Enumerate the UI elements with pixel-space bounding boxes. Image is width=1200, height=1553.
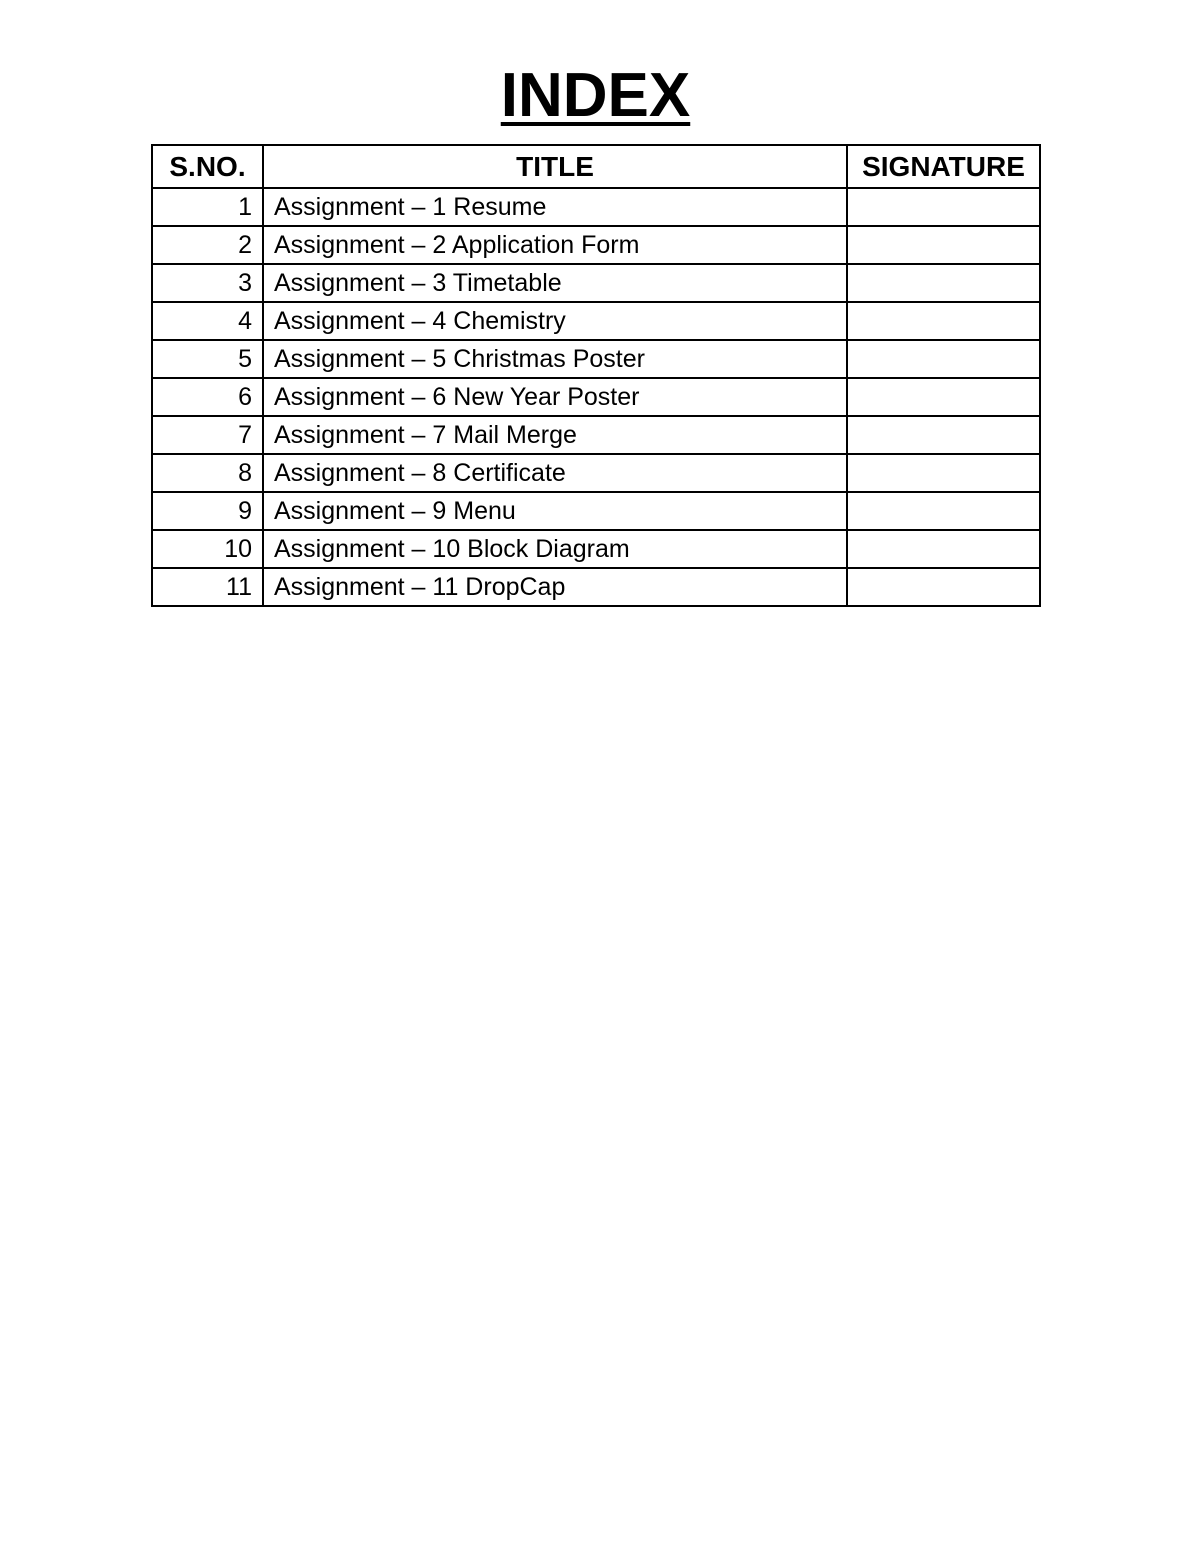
cell-sno: 4 [152,302,263,340]
cell-title: Assignment – 8 Certificate [263,454,847,492]
cell-title: Assignment – 11 DropCap [263,568,847,606]
header-sno: S.NO. [152,145,263,188]
cell-sno: 5 [152,340,263,378]
page-title-text: INDEX [500,61,691,130]
cell-signature [847,492,1040,530]
cell-signature [847,302,1040,340]
table-row [152,264,1040,302]
cell-sno: 9 [152,492,263,530]
cell-title: Assignment – 9 Menu [263,492,847,530]
cell-signature [847,530,1040,568]
index-table [151,144,1041,607]
cell-title: Assignment – 3 Timetable [263,264,847,302]
table-row [152,226,1040,264]
cell-signature [847,340,1040,378]
cell-signature [847,264,1040,302]
cell-title: Assignment – 6 New Year Poster [263,378,847,416]
header-title: TITLE [263,145,847,188]
cell-sno: 11 [152,568,263,606]
cell-signature [847,416,1040,454]
cell-signature [847,454,1040,492]
cell-sno: 6 [152,378,263,416]
cell-signature [847,188,1040,226]
cell-title: Assignment – 2 Application Form [263,226,847,264]
cell-sno: 10 [152,530,263,568]
cell-sno: 1 [152,188,263,226]
cell-title: Assignment – 7 Mail Merge [263,416,847,454]
table-row [152,416,1040,454]
table-row [152,530,1040,568]
table-row [152,492,1040,530]
cell-signature [847,568,1040,606]
table-row [152,454,1040,492]
table-row [152,340,1040,378]
cell-sno: 8 [152,454,263,492]
cell-sno: 3 [152,264,263,302]
cell-sno: 2 [152,226,263,264]
cell-title: Assignment – 10 Block Diagram [263,530,847,568]
page-title [0,58,1191,134]
table-header-row [152,145,1040,188]
cell-signature [847,226,1040,264]
cell-sno: 7 [152,416,263,454]
cell-title: Assignment – 1 Resume [263,188,847,226]
cell-signature [847,378,1040,416]
table-row [152,378,1040,416]
table-row [152,188,1040,226]
table-row [152,302,1040,340]
header-signature: SIGNATURE [847,145,1040,188]
cell-title: Assignment – 5 Christmas Poster [263,340,847,378]
cell-title: Assignment – 4 Chemistry [263,302,847,340]
table-row [152,568,1040,606]
